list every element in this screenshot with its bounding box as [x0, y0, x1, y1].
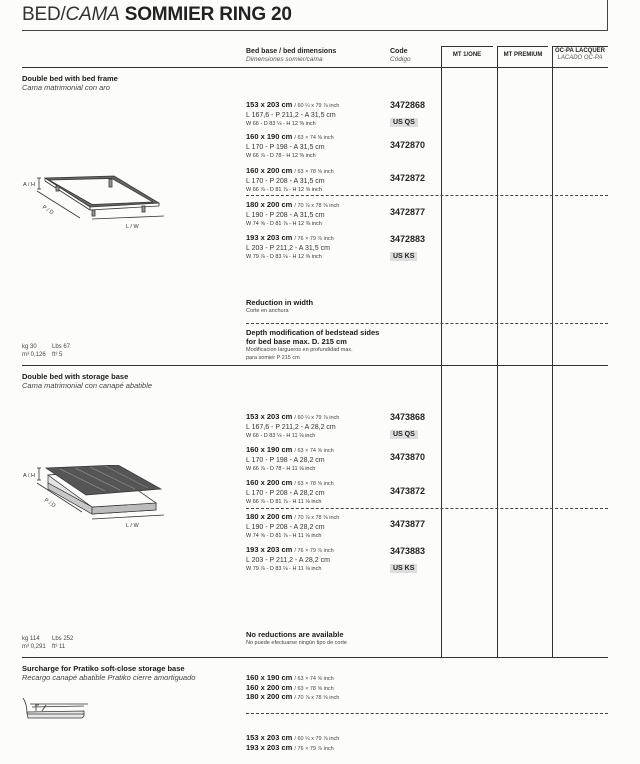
- us-size-badge: US KS: [390, 564, 417, 573]
- column-header-oc-pa-lacquer: OC-PA LACQUER LACADO OC-PA: [555, 48, 605, 61]
- us-size-badge: US KS: [390, 252, 417, 261]
- section-divider: [22, 657, 608, 658]
- product-code: 3473883 US KS: [390, 546, 426, 572]
- column-divider-2: [497, 46, 498, 658]
- dimension-row: 153 x 203 cm / 60 ¼ x 79 ⅞ inch L 167,6 - P 211,2 - A 28,2 cm W 66 - D 83 ⅛ - H 11 ⅛ inch: [246, 412, 340, 439]
- surcharge-size-group-1: [246, 674, 339, 703]
- dimension-row: 160 x 200 cm / 63 × 78 ⅝ inch L 170 - P 208 - A 28,2 cm W 66 ⅞ - D 81 ⅞ - H 11 ⅛ inch: [246, 478, 334, 505]
- depth-modification-note: Depth modification of bedstead sides for bed base max. D. 215 cm Modificacion largueros en profundidad max. para somier P 215 cm: [246, 328, 380, 361]
- surcharge-size-group-2: [246, 734, 339, 753]
- surcharge-size: 153 x 203 cm / 60 ¼ x 79 ⅞ inch: [246, 733, 340, 742]
- col-hdr-top-1: [441, 46, 493, 47]
- col-hdr-top-2: [497, 46, 548, 47]
- product-code: 3472877: [390, 207, 426, 217]
- dimension-row: 160 x 200 cm / 63 × 78 ⅝ inch L 170 - P 208 - A 31,5 cm W 66 ⅞ - D 81 ⅞ - H 12 ⅜ inch: [246, 166, 334, 193]
- code-header: Code Código: [390, 48, 411, 63]
- height-label: A / H: [23, 473, 35, 479]
- product-code: 3472883 US KS: [390, 234, 426, 260]
- title-frame-edge: [607, 0, 608, 31]
- product-code: 3472868 US QS: [390, 100, 426, 126]
- dimensions-header: Bed base / bed dimensions Dimensiones somier/cama: [246, 48, 337, 63]
- us-size-badge: US QS: [390, 430, 418, 439]
- col-hdr-top-3: [552, 46, 608, 47]
- product-name: SOMMIER RING 20: [124, 4, 292, 25]
- page-title: BED/CAMA SOMMIER RING 20: [22, 4, 292, 25]
- weight-volume-info: kg 114 Lbs 252 m³ 0,291 ft³ 11: [22, 636, 74, 650]
- column-divider-3: [552, 46, 553, 658]
- dashed-divider: [246, 508, 608, 509]
- surcharge-size: 180 x 200 cm / 70 ⅞ x 78 ⅝ inch: [246, 692, 340, 701]
- bed-frame-drawing: [20, 170, 170, 232]
- soft-close-storage-drawing: [22, 696, 92, 726]
- reduction-note: Reduction in width Corte en anchura: [246, 298, 314, 314]
- us-size-badge: US QS: [390, 118, 418, 127]
- width-label: L / W: [126, 523, 139, 529]
- dimension-row: 180 x 200 cm / 70 ⅞ x 78 ⅝ inch L 190 - P 208 - A 28,2 cm W 74 ⅝ - D 81 ⅞ - H 11 ⅛ inch: [246, 512, 340, 539]
- section-bed-frame-heading: Double bed with bed frame Cama matrimonial con aro: [22, 74, 118, 92]
- product-code: 3473877: [390, 519, 426, 529]
- dimension-row: 193 x 203 cm / 76 × 79 ⅞ inch L 203 - P 211,2 - A 31,5 cm W 79 ⅞ - D 83 ⅛ - H 12 ⅜ inch: [246, 233, 334, 260]
- dashed-divider: [246, 323, 608, 324]
- storage-bed-drawing: [20, 465, 170, 530]
- column-divider-1: [441, 46, 442, 658]
- depth-label: P / D: [40, 204, 55, 217]
- dimension-row: 160 x 190 cm / 63 × 74 ⅝ inch L 170 - P 198 - A 28,2 cm W 66 ⅞ - D 78 - H 11 ⅛ inch: [246, 445, 334, 472]
- product-code: 3473870: [390, 452, 426, 462]
- weight-volume-info: kg 30 Lbs 67 m³ 0,126 ft³ 5: [22, 344, 71, 358]
- dashed-divider: [246, 713, 608, 714]
- section-divider: [22, 365, 608, 366]
- dimension-row: 160 x 190 cm / 63 × 74 ⅝ inch L 170 - P 198 - A 31,5 cm W 66 ⅞ - D 78 - H 12 ⅜ inch: [246, 132, 334, 159]
- product-code: 3473872: [390, 486, 426, 496]
- surcharge-size: 160 x 190 cm / 63 × 74 ⅝ inch: [246, 673, 334, 682]
- height-label: A / H: [23, 182, 35, 188]
- product-code: 3472872: [390, 173, 426, 183]
- dimension-row: 180 x 200 cm / 70 ⅞ x 78 ⅝ inch L 190 - P 208 - A 31,5 cm W 74 ⅝ - D 81 ⅞ - H 12 ⅜ inch: [246, 200, 340, 227]
- column-header-mt-premium: MT PREMIUM: [503, 52, 543, 58]
- title-divider: [22, 30, 608, 31]
- width-label: L / W: [126, 224, 139, 230]
- product-code: 3473868 US QS: [390, 412, 426, 438]
- surcharge-size: 193 x 203 cm / 76 × 79 ⅞ inch: [246, 742, 334, 752]
- dimension-row: 193 x 203 cm / 76 × 79 ⅞ inch L 203 - P 211,2 - A 28,2 cm W 79 ⅞ - D 83 ⅛ - H 11 ⅛ inch: [246, 545, 334, 572]
- no-reductions-note: No reductions are available No puede efectuarse ningún tipo de corte: [246, 630, 347, 646]
- header-divider: [22, 67, 608, 68]
- depth-label: P / D: [42, 497, 57, 510]
- surcharge-heading: Surcharge for Pratiko soft-close storage base Recargo canapé abatible Pratiko cierre amortiguado: [22, 664, 196, 682]
- dashed-divider: [246, 195, 608, 196]
- dimension-row: 153 x 203 cm / 60 ¼ x 79 ⅞ inch L 167,6 - P 211,2 - A 31,5 cm W 66 - D 83 ⅛ - H 12 ⅜ inch: [246, 100, 340, 127]
- surcharge-size: 160 x 200 cm / 63 × 78 ⅝ inch: [246, 682, 334, 692]
- product-code: 3472870: [390, 140, 426, 150]
- column-header-mt-one: MT 1/ONE: [452, 52, 482, 58]
- section-storage-base-heading: Double bed with storage base Cama matrimonial con canapé abatible: [22, 372, 153, 390]
